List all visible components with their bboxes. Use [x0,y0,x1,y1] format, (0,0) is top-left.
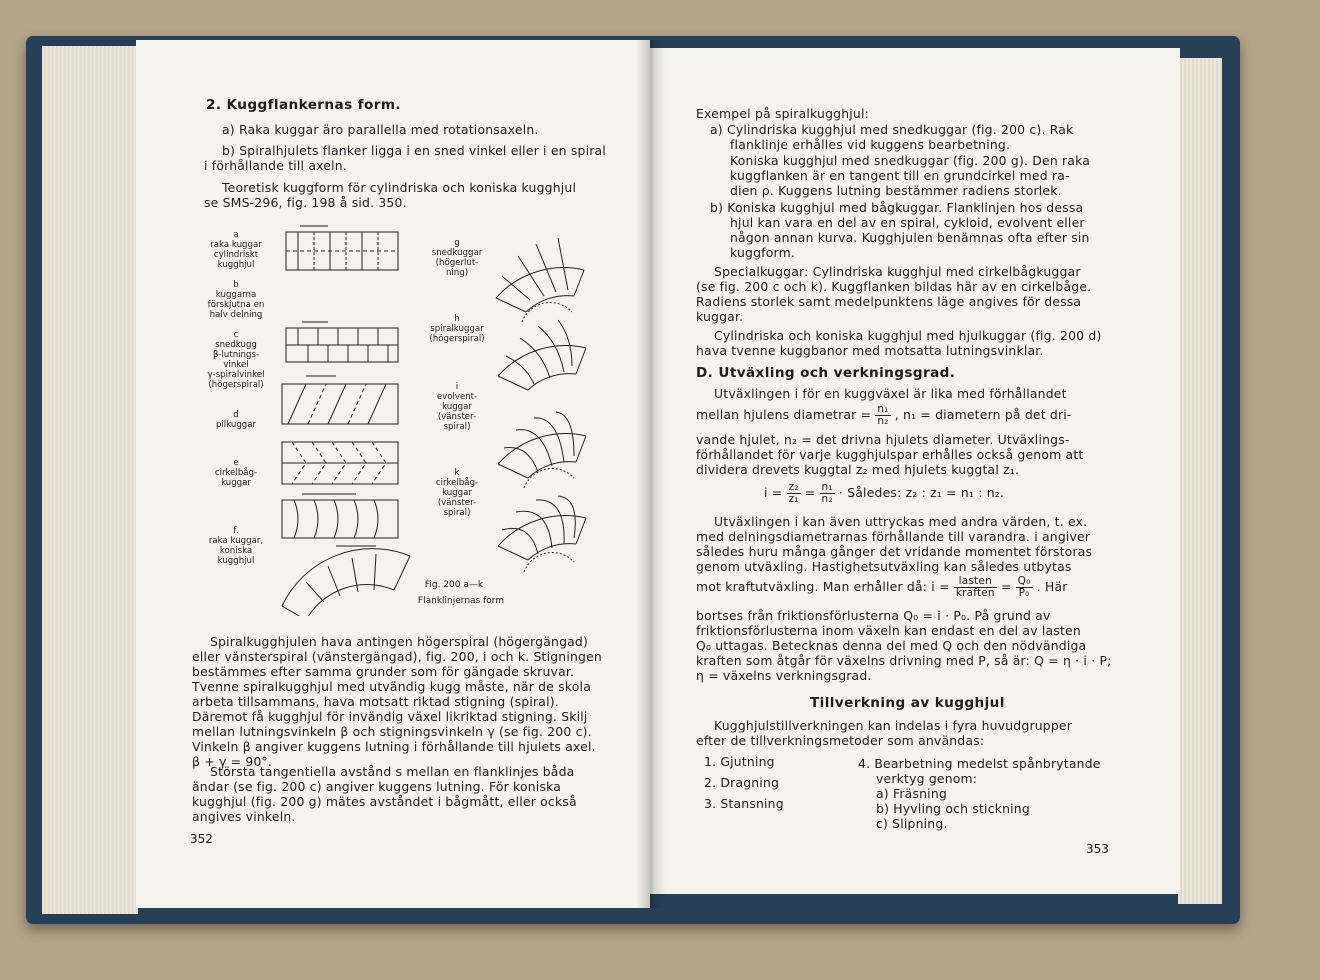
text-line: η = växelns verkningsgrad. [696,668,872,683]
text-line: någon annan kurva. Kugghjulen benämnas ofta efter sin [730,230,1090,245]
page-number: 353 [1086,842,1109,856]
text-span: mellan hjulens diametrar = [696,407,872,422]
fig-label-i: i evolvent- kuggar (vänster- spiral) [436,382,478,432]
fig-label-h: h spiralkuggar (högerspiral) [429,314,485,344]
diameter-ratio-line [696,404,1072,427]
text-line: bestämmes efter samma grunder som för gängade skruvar. [192,664,575,679]
fraction-denominator: z₁ [788,493,799,505]
page-edges-left [42,46,138,914]
text-line: Kugghjulstillverkningen kan indelas i fyra huvudgrupper [714,718,1073,733]
fraction-numerator: z₂ [788,481,799,493]
text-span: mot kraftutväxling. Man erhåller då: i = [696,579,950,594]
fraction-denominator: P₀ [1018,587,1030,599]
ratio-formula [764,482,1004,505]
text-line: med delningsdiametrarnas förhållande till varandra. i angiver [696,529,1091,544]
figure-caption-number: Fig. 200 a—k [424,580,484,590]
fraction-numerator: Q₀ [1017,575,1031,587]
text-line: Cylindriska och koniska kugghjul med hjulkuggar (fig. 200 d) [714,328,1102,343]
figure-caption-title: Flanklinjernas form [417,596,505,606]
list-item: b) Hyvling och stickning [876,801,1030,816]
text-line: β + γ = 90°. [192,754,273,769]
text-line: Koniska kugghjul med snedkuggar (fig. 200 g). Den raka [730,153,1091,168]
fig-g-helical-bevel-fan [496,238,584,322]
text-line: kraften som åtgår för växelns drivning med P, så är: Q = η · i · P; [696,653,1112,668]
list-item: 4. Bearbetning medelst spånbrytande [858,756,1101,771]
paragraph-a: a) Raka kuggar äro parallella med rotationsaxeln. [222,122,539,137]
text-line: efter de tillverkningsmetoder som användas: [696,733,985,748]
fig-e-arc-teeth [282,494,398,538]
paragraph-b-line2: i förhållande till axeln. [204,158,347,173]
text-line: hjul kan vara en del av en spiral, cykloid, evolvent eller [730,215,1085,230]
fig-label-a: a raka kuggar cylindriskt kugghjul [210,230,262,270]
paragraph-theory-line1: Teoretisk kuggform för cylindriska och koniska kugghjul [222,180,577,195]
text-line: hava tvenne kuggbanor med motsatta lutningsvinklar. [696,343,1044,358]
fraction-numerator: n₁ [877,403,889,415]
fig-label-e: e cirkelbåg- kuggar [214,458,258,488]
fig-f-bevel-fan [282,546,410,616]
fig-label-b: b kuggarna förskjutna en halv delning [207,280,265,320]
text-span: . Här [1036,579,1068,594]
load-force-fraction [954,576,997,599]
right-page [650,48,1180,894]
text-line: flanklinje erhålles vid kuggens bearbetning. [730,137,1011,152]
formula-fraction-z [787,482,801,505]
ratio-fraction [875,404,890,427]
section-d-title: D. Utväxling och verkningsgrad. [696,365,956,381]
text-line: a) Cylindriska kugghjul med snedkuggar (fig. 200 c). Rak [710,122,1074,137]
paragraph-b-line1: b) Spiralhjulets flanker ligga i en sned vinkel eller i en spiral [222,143,606,158]
text-line: dividera drevets kuggtal z₂ med hjulets kuggtal z₁. [696,462,1020,477]
text-line: kuggflanken är en tangent till en grundcirkel med ra- [730,168,1070,183]
gear-flank-figure [266,216,596,616]
text-line: eller vänsterspiral (vänstergängad), fig. 200, i och k. Stigningen [192,649,602,664]
text-line: b) Koniska kugghjul med bågkuggar. Flanklinjen hos dessa [710,200,1084,215]
text-line: angives vinkeln. [192,809,296,824]
list-item: 1. Gjutning [704,754,775,769]
section-manufacturing-title: Tillverkning av kugghjul [810,695,1005,711]
text-line: (se fig. 200 c och k). Kuggflanken bildas här av en cirkelbåge. [696,279,1092,294]
fig-label-k: k cirkelbåg- kuggar (vänster- spiral) [435,468,479,518]
fraction-numerator: lasten [954,576,997,588]
text-line: Spiralkugghjulen hava antingen högerspiral (högergängad) [210,634,589,649]
fig-c-helical-teeth [282,376,398,424]
fig-label-f: f. raka kuggar, koniska kugghjul [208,526,264,566]
fraction-denominator: n₂ [821,493,833,505]
force-ratio-line [696,576,1068,599]
list-item: 3. Stansning [704,796,784,811]
text-line: Tvenne spiralkugghjul med utvändig kugg måste, när de skola [192,679,591,694]
page-number: 352 [190,832,213,846]
text-line: kugghjul (fig. 200 g) mätes avståndet i bågmått, eller också [192,794,577,809]
text-line: mellan lutningsvinkeln β och stigningsvinkeln γ (se fig. 200 c). [192,724,592,739]
text-line: Utväxlingen i för en kuggväxel är lika med förhållandet [714,386,1067,401]
text-line: kuggar. [696,309,744,324]
fraction-denominator: kraften [955,587,995,599]
fig-label-d: d pilkuggar [215,410,257,430]
text-line: förhållandet för varje kugghjulspar erhålles också genom att [696,447,1084,462]
text-line: Största tangentiella avstånd s mellan en flanklinjes båda [210,764,575,779]
text-line: Q₀ uttagas. Betecknas denna del med Q och den nödvändiga [696,638,1087,653]
text-line: således huru många gånger det vridande momentet förstoras [696,544,1093,559]
formula-equals: = [804,485,816,500]
text-line: Däremot få kugghjul för invändig växel likriktad stigning. Skilj [192,709,588,724]
formula-equals: = [1000,579,1012,594]
text-span: , n₁ = diametern på det dri- [894,407,1072,422]
formula-fraction-n [820,482,835,505]
page-edges-right [1178,58,1222,904]
text-line: vande hjulet, n₂ = det drivna hjulets diameter. Utväxlings- [696,432,1070,447]
text-line: dien ρ. Kuggens lutning bestämmer radiens storlek. [730,183,1062,198]
example-title: Exempel på spiralkugghjul: [696,106,869,121]
text-line: Radiens storlek samt medelpunktens läge angives för dessa [696,294,1082,309]
list-item: verktyg genom: [876,771,978,786]
text-line: Utväxlingen i kan även uttryckas med andra värden, t. ex. [714,514,1088,529]
text-line: kuggform. [730,245,796,260]
left-page [136,40,650,908]
fig-k-arc-bevel-fan [498,496,586,572]
text-line: Vinkeln β angiver kuggens lutning i förhållande till hjulets axel. [192,739,596,754]
text-line: bortses från friktionsförlusterna Q₀ = i · P₀. På grund av [696,608,1051,623]
list-item: 2. Dragning [704,775,780,790]
fig-b-staggered-teeth [286,322,398,362]
fig-i-involute-bevel-fan [498,412,586,488]
formula-lhs: i = [764,485,783,500]
fig-label-g: g snedkuggar (högerlut- ning) [431,238,483,278]
text-line: friktionsförlusterna inom växeln kan endast en del av lasten [696,623,1081,638]
q-p-fraction [1016,576,1033,599]
section-title: 2. Kuggflankernas form. [206,97,401,113]
list-item: c) Slipning. [876,816,948,831]
fig-d-herringbone-teeth [282,442,398,484]
book-gutter-shadow [636,40,666,908]
formula-rest: · Således: z₂ : z₁ = n₁ : n₂. [838,485,1005,500]
text-line: arbeta tillsammans, hava motsatt riktad stigning (spiral). [192,694,559,709]
fraction-denominator: n₂ [877,415,889,427]
paragraph-theory-line2: se SMS-296, fig. 198 å sid. 350. [204,195,407,210]
fig-a-straight-teeth [286,226,398,270]
text-line: ändar (se fig. 200 c) angiver kuggens lutning. För koniska [192,779,562,794]
list-item: a) Fräsning [876,786,947,801]
text-line: genom utväxling. Hastighetsutväxling kan således utbytas [696,559,1072,574]
fig-h-spiral-bevel-fan [498,320,586,390]
text-line: Specialkuggar: Cylindriska kugghjul med cirkelbågkuggar [714,264,1081,279]
fraction-numerator: n₁ [821,481,833,493]
fig-label-c: c snedkugg β-lutnings- vinkel γ-spiralvinkel (högerspiral) [207,330,265,390]
